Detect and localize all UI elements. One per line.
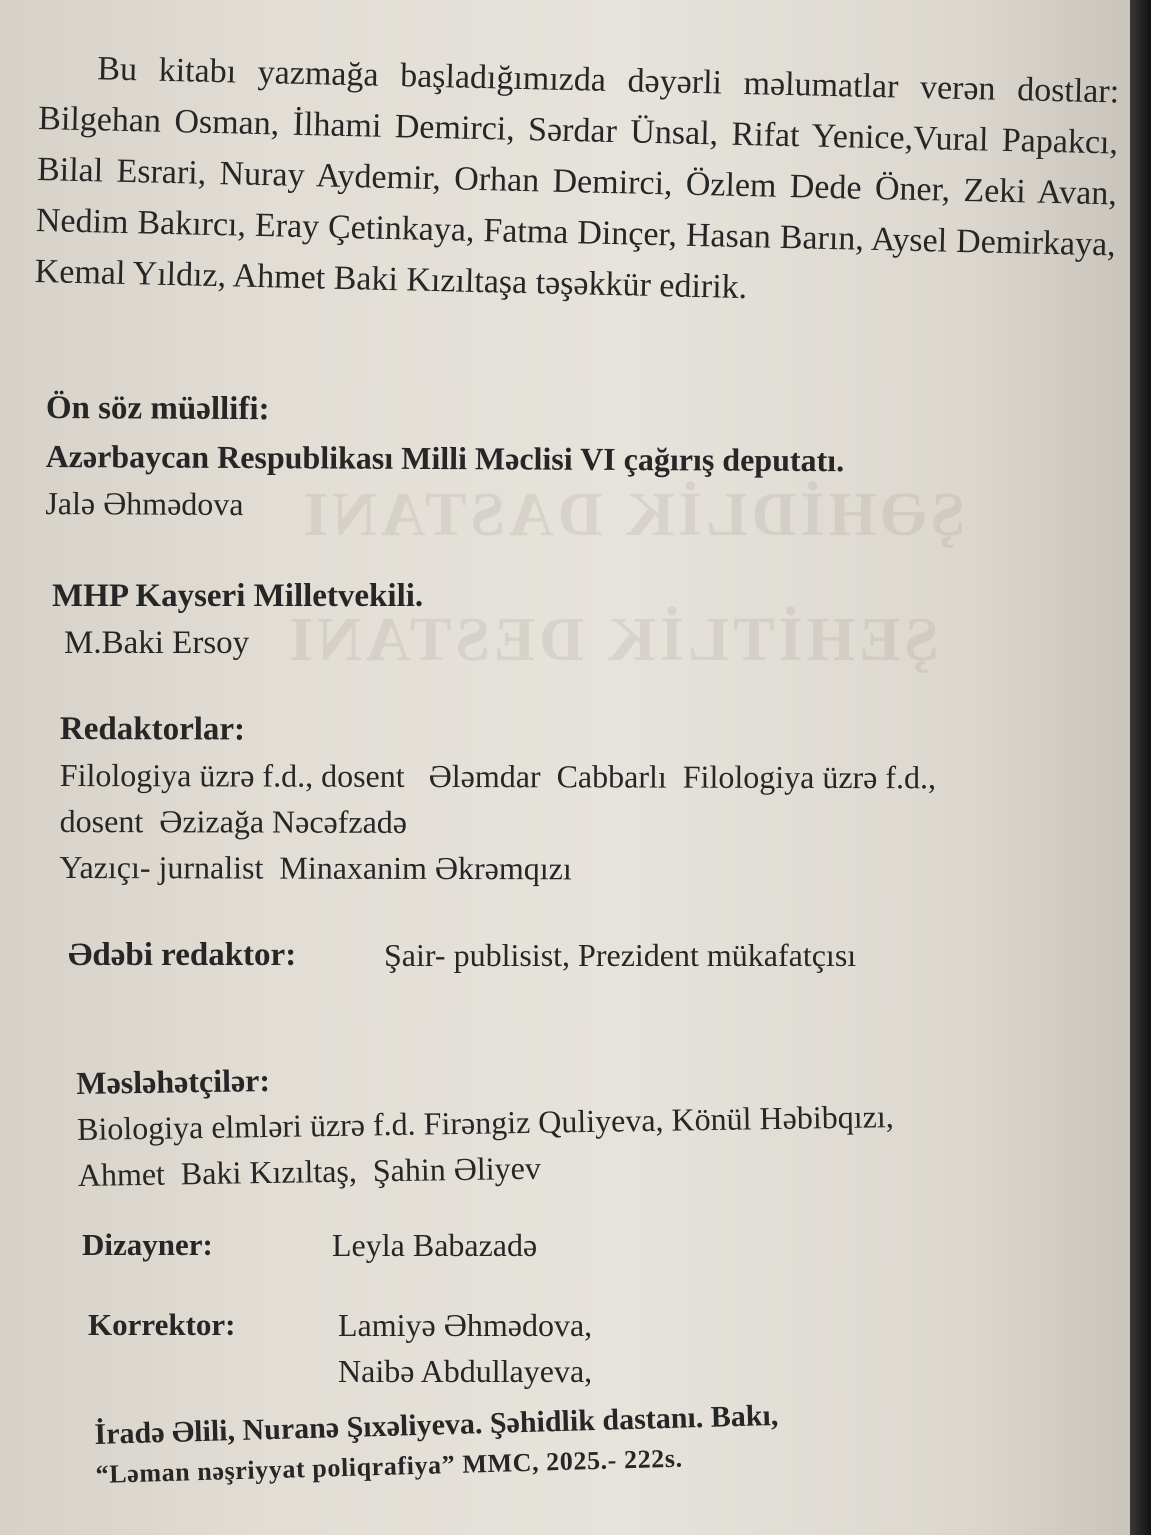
book-spine-shadow bbox=[1130, 0, 1151, 1535]
bleed-through-text-1: ŞƏHİDLİK DASTANI bbox=[300, 481, 966, 549]
literary-editor-line-1: Şair- publisist, Prezident mükafatçısı bbox=[384, 937, 857, 973]
corrector-name-1: Lamiyə Əhmədova, bbox=[338, 1307, 593, 1343]
designer-section bbox=[82, 1222, 537, 1268]
editor-line-1: Filologiya üzrə f.d., dosent Ələmdar Cabbarlı Filologiya üzrə f.d., bbox=[59, 756, 937, 796]
literary-editor-label: Ədəbi redaktor: bbox=[68, 937, 297, 973]
foreword-section bbox=[45, 384, 844, 530]
foreword-label: Ön söz müəllifi: bbox=[45, 389, 270, 428]
corrector-section bbox=[88, 1302, 592, 1394]
corrector-name-2: Naibə Abdullayeva, bbox=[338, 1353, 593, 1389]
acknowledgement-paragraph bbox=[34, 42, 1120, 321]
consultants-line-1: Biologiya elmləri üzrə f.d. Firəngiz Quliyeva, Könül Həbibqızı, bbox=[76, 1098, 894, 1147]
editors-label: Redaktorlar: bbox=[59, 711, 246, 748]
editors-section bbox=[60, 706, 937, 892]
corrector-label: Korrektor: bbox=[88, 1307, 236, 1342]
acknowledgement-text: Bu kitabı yazmağa başladığımızda dəyərli məlumatlar verən dostlar: Bilgehan Osman, İlhami Demirci, Sərdar Ünsal, Rifat Yenice,Vural Papakcı, Bilal Esrari, Nuray Aydemir, Orhan Demirci, Özlem Dede Öner, Zeki Avan, Nedim Bakırcı, Eray Çetinkaya, Fatma Dinçer, Hasan Barın, Aysel Demirkaya, Kemal Yıldız, Ahmet Baki Kızıltaşa təşəkkür edirik. bbox=[34, 50, 1120, 307]
foreword-position: Azərbaycan Respublikası Milli Məclisi VI çağırış deputatı. bbox=[45, 437, 845, 479]
editor-line-3: Yazıçı- jurnalist Minaxanim Əkrəmqızı bbox=[59, 848, 572, 887]
bleed-through-text-2: ŞEHİTLİK DESTANI bbox=[285, 606, 939, 674]
foreword-author-name: Jalə Əhmədova bbox=[45, 484, 244, 523]
consultants-label: Məsləhətçilər: bbox=[76, 1061, 271, 1101]
designer-name: Leyla Babazadə bbox=[332, 1227, 538, 1263]
imprint-line-1: İradə Əlili, Nuranə Şıxəliyeva. Şəhidlik dastanı. Bakı, bbox=[94, 1398, 779, 1451]
imprint-section bbox=[94, 1396, 780, 1495]
consultants-line-2: Ahmet Baki Kızıltaş, Şahin Əliyev bbox=[77, 1149, 542, 1193]
literary-editor-section bbox=[68, 932, 856, 978]
imprint-line-2: “Ləman nəşriyyat poliqrafiya” MMC, 2025.- 222s. bbox=[95, 1443, 684, 1489]
editor-line-2: dosent Əzizağa Nəcəfzadə bbox=[59, 802, 408, 840]
mp-label: MHP Kayseri Milletvekili. bbox=[52, 578, 424, 614]
mp-name: M.Baki Ersoy bbox=[64, 625, 250, 661]
consultants-section bbox=[76, 1047, 895, 1198]
mp-section bbox=[52, 572, 423, 666]
designer-label: Dizayner: bbox=[82, 1227, 213, 1262]
